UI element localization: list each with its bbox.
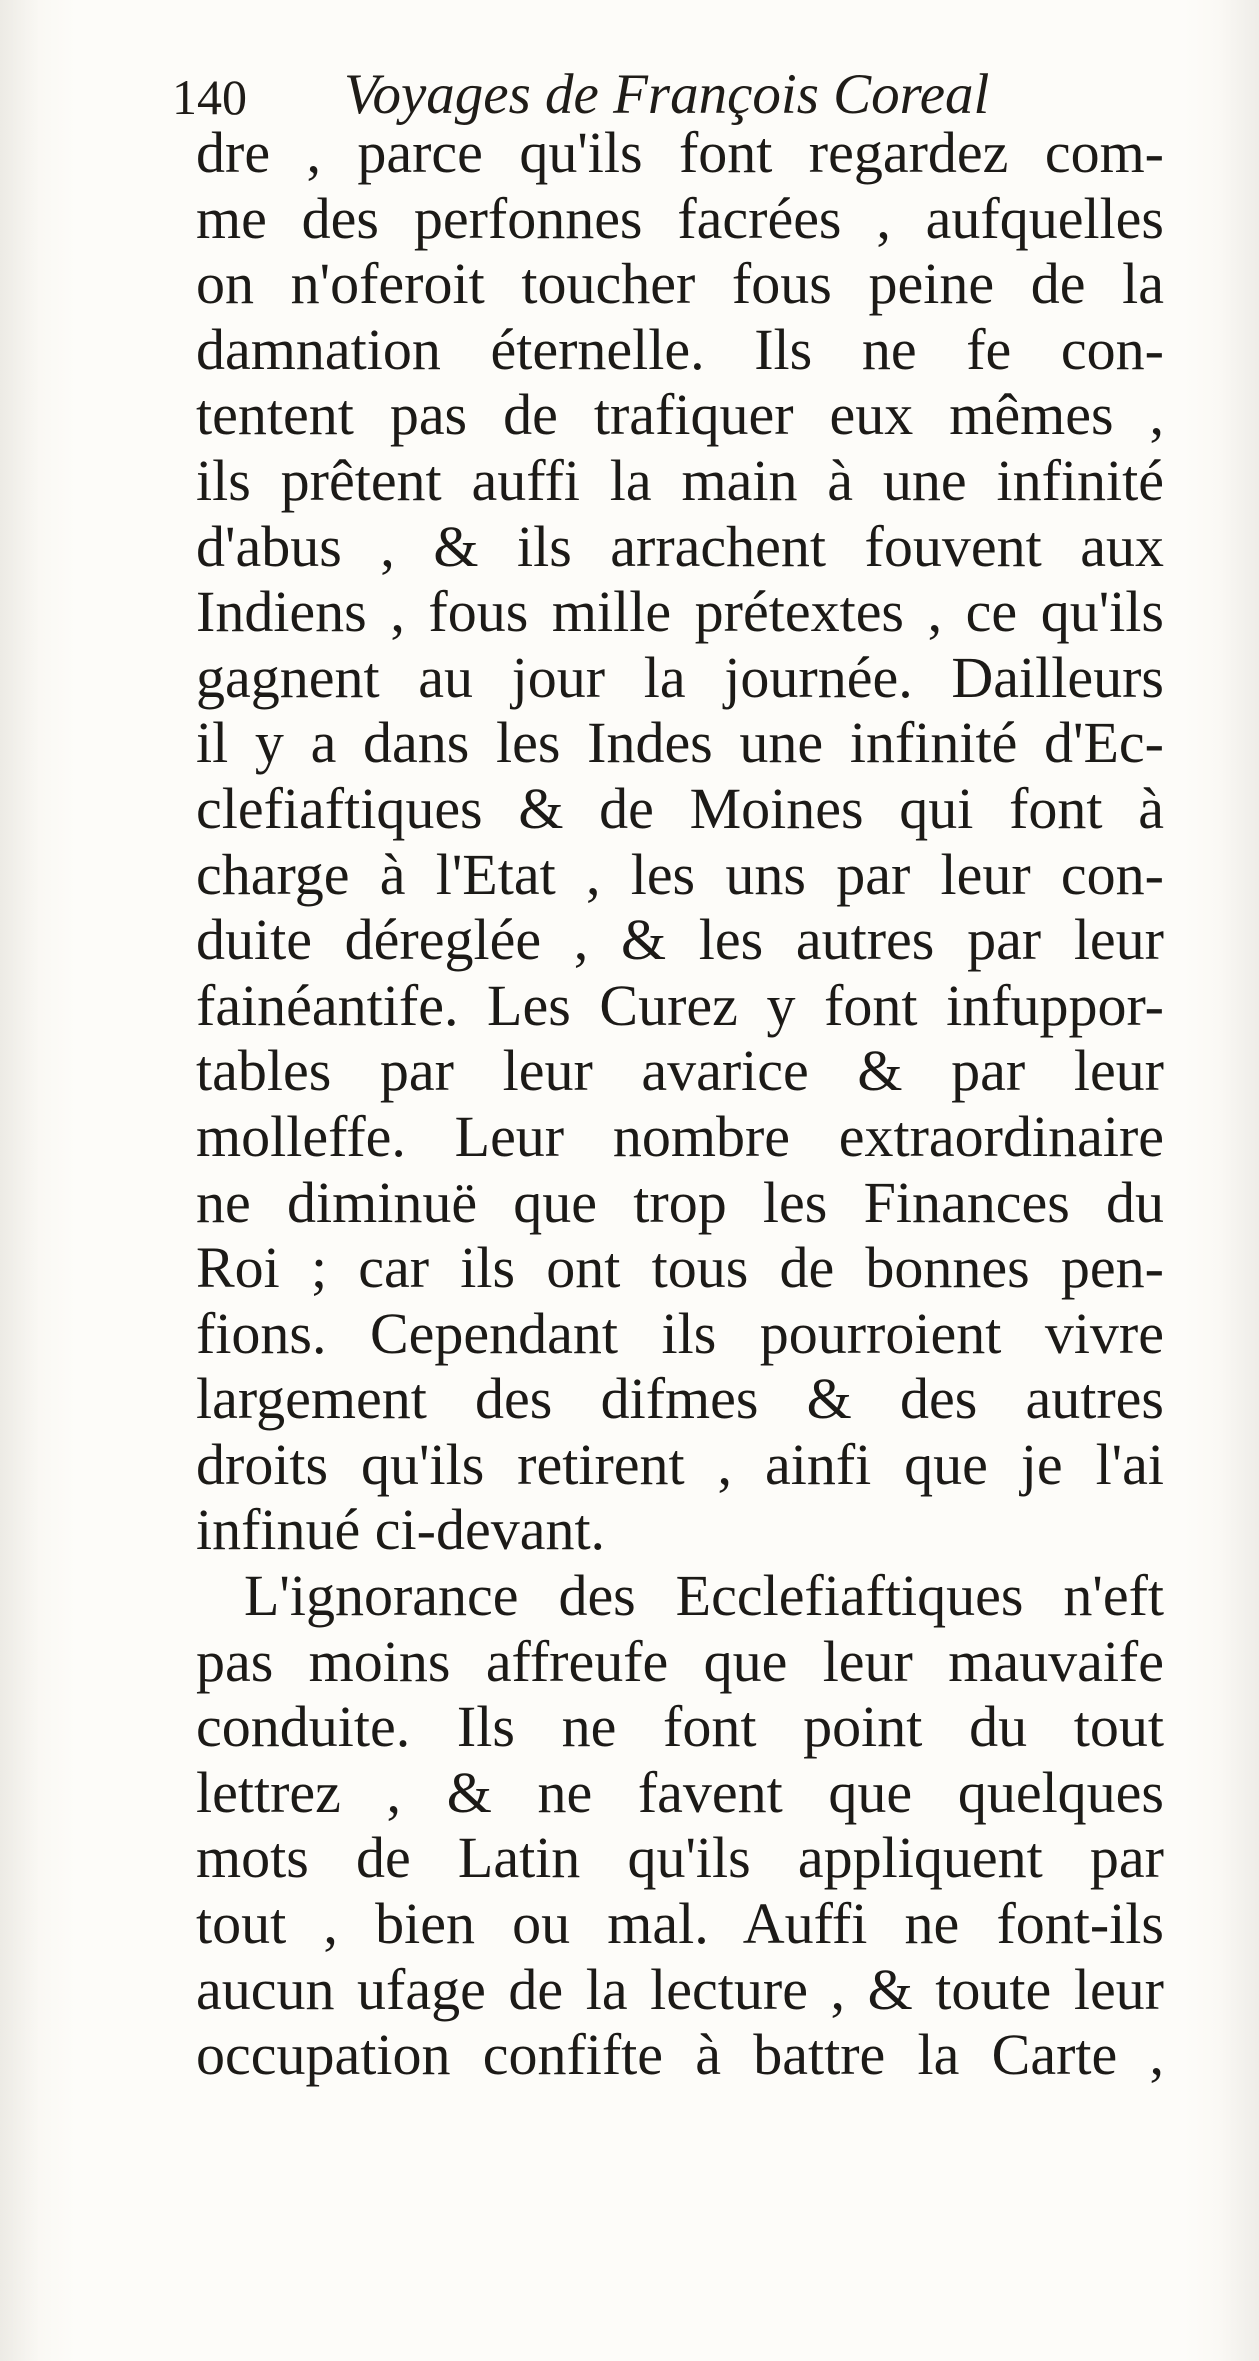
text-line: gagnent au jour la journée. Dailleurs (196, 644, 1164, 710)
text-line: tentent pas de trafiquer eux mêmes , (196, 382, 1164, 448)
text-line: clefiaftiques & de Moines qui font à (196, 775, 1164, 841)
text-line: il y a dans les Indes une infinité d'Ec- (196, 710, 1164, 776)
text-line: me des perfonnes facrées , aufquelles (196, 185, 1164, 251)
text-line: mots de Latin qu'ils appliquent par (196, 1825, 1164, 1891)
body-text (196, 120, 1164, 2088)
text-line: tout , bien ou mal. Auffi ne font-ils (196, 1891, 1164, 1957)
text-line: occupation confifte à battre la Carte , (196, 2022, 1164, 2088)
page-number: 140 (172, 69, 247, 125)
text-line: charge à l'Etat , les uns par leur con- (196, 841, 1164, 907)
text-line: largement des difmes & des autres (196, 1366, 1164, 1432)
text-line: tables par leur avarice & par leur (196, 1038, 1164, 1104)
text-line: fainéantife. Les Curez y font infuppor- (196, 972, 1164, 1038)
text-line: ils prêtent auffi la main à une infinité (196, 447, 1164, 513)
text-line: conduite. Ils ne font point du tout (196, 1694, 1164, 1760)
text-line: Indiens , fous mille prétextes , ce qu'ils (196, 579, 1164, 645)
page-right-edge-shadow (1219, 0, 1259, 2361)
paragraph-start-line: L'ignorance des Ecclefiaftiques n'eft (244, 1563, 1164, 1629)
page-left-edge-shadow (0, 0, 40, 2361)
text-line: fions. Cependant ils pourroient vivre (196, 1300, 1164, 1366)
text-line: lettrez , & ne favent que quelques (196, 1759, 1164, 1825)
text-line: aucun ufage de la lecture , & toute leur (196, 1956, 1164, 2022)
text-line: duite déreglée , & les autres par leur (196, 907, 1164, 973)
text-line: pas moins affreufe que leur mauvaife (196, 1628, 1164, 1694)
running-title: Voyages de François Coreal (344, 63, 990, 126)
text-line: damnation éternelle. Ils ne fe con- (196, 316, 1164, 382)
text-line: on n'oferoit toucher fous peine de la (196, 251, 1164, 317)
text-line: ne diminuë que trop les Finances du (196, 1169, 1164, 1235)
text-line: dre , parce qu'ils font regardez com- (196, 120, 1164, 185)
text-line: droits qu'ils retirent , ainfi que je l'ai (196, 1431, 1164, 1497)
text-line: d'abus , & ils arrachent fouvent aux (196, 513, 1164, 579)
paragraph-end-line: infinué ci-devant. (196, 1497, 606, 1563)
text-line: molleffe. Leur nombre extraordinaire (196, 1103, 1164, 1169)
text-line: Roi ; car ils ont tous de bonnes pen- (196, 1235, 1164, 1301)
